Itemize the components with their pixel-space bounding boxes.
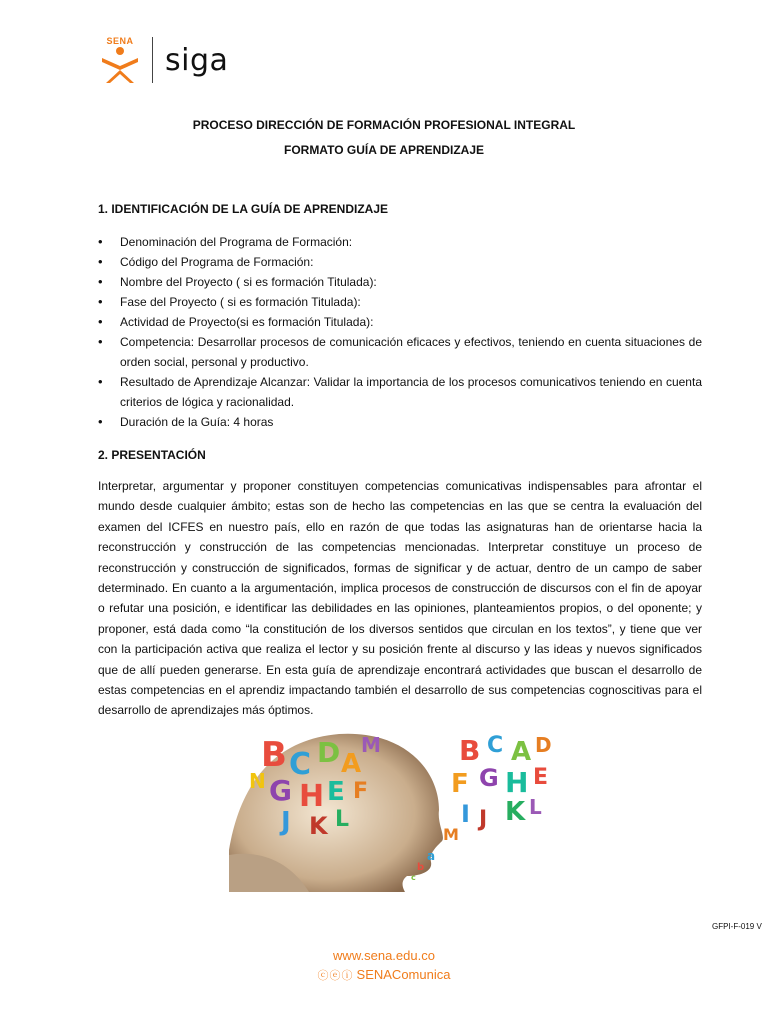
svg-text:G: G: [479, 764, 499, 792]
svg-text:b: b: [417, 862, 425, 873]
creative-commons-icon: ⓒⓔⓘ: [317, 970, 354, 982]
svg-text:M: M: [443, 825, 459, 844]
sena-figure-icon: [100, 46, 140, 84]
footer-social-handle[interactable]: SENAComunica: [356, 967, 451, 982]
list-item: • Nombre del Proyecto ( si es formación Titulada):: [98, 272, 702, 292]
sena-logo-text: SENA: [106, 36, 134, 46]
svg-text:a: a: [427, 849, 436, 863]
svg-text:C: C: [289, 747, 312, 782]
list-item: • Actividad de Proyecto(si es formación Titulada):: [98, 312, 702, 332]
svg-text:c: c: [411, 873, 416, 882]
svg-text:G: G: [269, 774, 292, 807]
svg-text:J: J: [281, 807, 291, 837]
list-item: • Competencia: Desarrollar procesos de comunicación eficaces y efectivos, teniendo en cuenta situaciones de orden social, personal y productivo.: [98, 332, 702, 372]
svg-text:F: F: [451, 769, 469, 799]
head-letters-illustration: [229, 730, 572, 892]
svg-text:L: L: [529, 795, 542, 819]
section-2-heading: 2. PRESENTACIÓN: [98, 448, 206, 462]
svg-text:A: A: [341, 749, 362, 779]
svg-text:I: I: [461, 800, 470, 828]
svg-text:D: D: [535, 733, 552, 757]
svg-text:M: M: [361, 733, 381, 757]
identification-list: [98, 232, 702, 432]
svg-text:J: J: [479, 807, 488, 832]
presentation-paragraph: Interpretar, argumentar y proponer constituyen competencias comunicativas indispensables para afrontar el mundo desde cualquier ámbito; estas son de hecho las competencias en las que se centra la evaluación del examen del ICFES en nuestro país, ello en razón de que todas las asignaturas han de orientarse hacia la reconstrucción y construcción de las competencias mencionadas. Interpretar constituye un proceso de reconstrucción y construcción de significados, formas de significar y de actuar, dentro de un campo de saber determinado. En cuanto a la argumentación, implica procesos de construcción de discursos con el fin de apoyar o refutar una posición, e identificar las debilidades en las opiniones, planteamientos propios, o del oponente; y proponer, está dada como “la constitución de los diversos sentidos que circulan en los textos”, y tiene que ver con la participación activa que realiza el lector y su posición frente al discurso y las ideas y nuevos significados que de allí pueden generarse. En esta guía de aprendizaje encontrará actividades que buscan el desarrollo de estas competencias en el aprendiz impactando también el desarrollo de sus competencias cognoscitivas para el desarrollo de aprendizajes más óptimos.: [98, 479, 702, 718]
document-subtitle: FORMATO GUÍA DE APRENDIZAJE: [283, 143, 484, 157]
section-1-heading: 1. IDENTIFICACIÓN DE LA GUÍA DE APRENDIZAJE: [98, 202, 389, 216]
svg-text:B: B: [261, 735, 287, 775]
list-item: • Código del Programa de Formación:: [98, 252, 702, 272]
footer-website[interactable]: www.sena.edu.co: [333, 948, 435, 963]
svg-text:E: E: [327, 777, 345, 807]
logo-divider: [152, 37, 153, 83]
sena-logo: [96, 36, 144, 84]
svg-text:H: H: [299, 779, 325, 814]
siga-logo-text: siga: [165, 42, 229, 78]
svg-text:H: H: [505, 766, 529, 799]
svg-text:N: N: [249, 769, 266, 793]
svg-text:C: C: [487, 733, 504, 758]
footer-social: [0, 967, 768, 983]
svg-text:A: A: [511, 737, 532, 767]
svg-text:E: E: [533, 765, 549, 790]
header-logos: [96, 34, 228, 86]
list-item: • Denominación del Programa de Formación:: [98, 232, 702, 252]
list-item: • Resultado de Aprendizaje Alcanzar: Validar la importancia de los procesos comunicativos teniendo en cuenta criterios de lógica y racionalidad.: [98, 372, 702, 412]
list-item: • Duración de la Guía: 4 horas: [98, 412, 702, 432]
list-item: • Fase del Proyecto ( si es formación Titulada):: [98, 292, 702, 312]
svg-text:K: K: [309, 812, 328, 840]
svg-text:L: L: [335, 807, 350, 832]
svg-text:B: B: [459, 734, 481, 767]
document-code: GFPI-F-019 V: [712, 922, 762, 931]
svg-text:D: D: [317, 736, 341, 769]
svg-text:K: K: [505, 797, 526, 827]
svg-text:F: F: [353, 779, 369, 804]
document-title: PROCESO DIRECCIÓN DE FORMACIÓN PROFESIONAL INTEGRAL: [192, 118, 576, 132]
